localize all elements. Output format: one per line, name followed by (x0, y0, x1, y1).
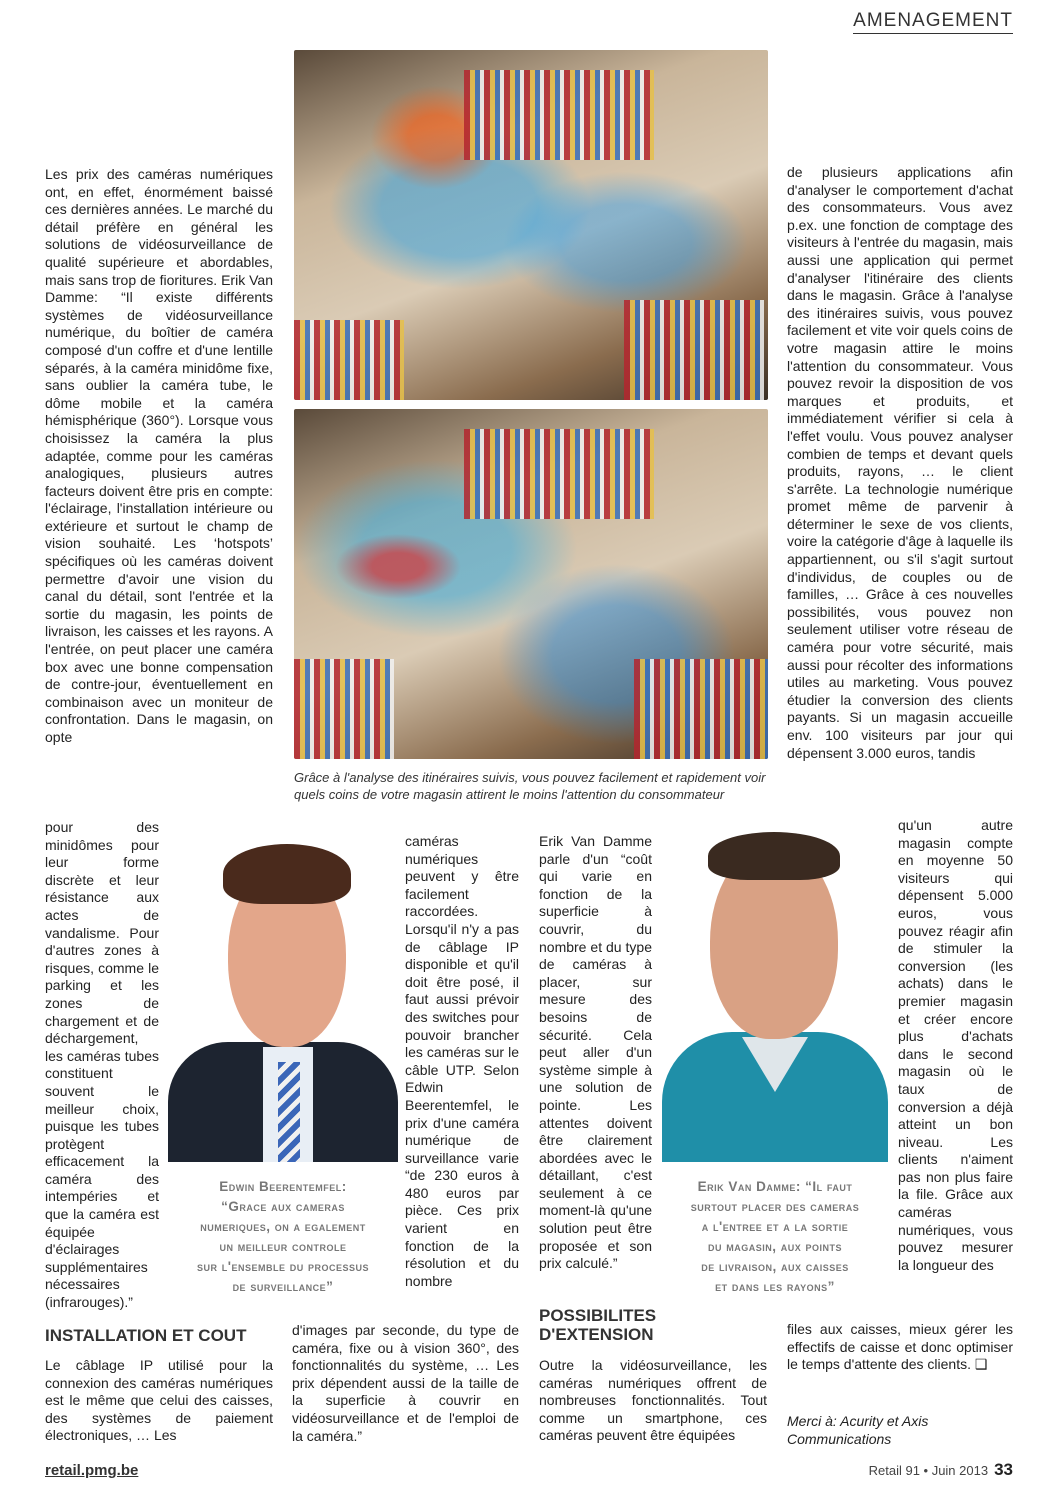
quote-line: Erik Van Damme: “Il faut (697, 1179, 853, 1194)
tie-shape (278, 1062, 300, 1162)
quote-line: numeriques, on a egalement (200, 1219, 366, 1234)
quote-line: a l'entree et a la sortie (701, 1219, 849, 1234)
portrait-erik (662, 822, 888, 1162)
quote-line: de surveillance” (232, 1279, 334, 1294)
section-title: AMENAGEMENT (853, 10, 1013, 34)
quote-line: un meilleur controle (219, 1239, 347, 1254)
col1-text-top: Les prix des caméras numériques ont, en effet, énormément baissé ces dernières années. Le marché du détail préfère en général les solutions de vidéosurveillance de qualité supérieure et abordables, mais sans trop de fioritures. Erik Van Damme: “Il existe différents systèmes de vidéosurveillance numérique, du boîtier de caméra composé d'un coffre et d'une lentille séparés, à la caméra minidôme fixe, sans oublier la caméra tube, le dôme mobile et la caméra hémisphérique (360°). Lorsque vous choisissez la caméra la plus adaptée, comme pour les caméras analogiques, plusieurs autres facteurs doivent être pris en compte: l'éclairage, l'installation intérieure ou extérieure et surtout le champ de vision souhaité. Les ‘hotspots’ spécifiques où les caméras doivent permettre d'avoir une vision du canal du détail, sont l'entrée et la sortie du magasin, les points de livraison, les caisses et les rayons. A l'entrée, on peut placer une caméra box avec une bonne compensation de contre-jour, éventuellement en combinaison avec un moniteur de confrontation. Dans le magasin, on opte (45, 166, 273, 745)
shelf-display (624, 300, 764, 400)
quote-line: du magasin, aux points (707, 1239, 842, 1254)
pull-quote-edwin (168, 1177, 398, 1297)
col3-text-narrow: Erik Van Damme parle d'un “coût qui varie en fonction de la superficie à couvrir, du nombre et du type de caméras à placer, sur mesure des besoins de sécurité. Cela peut aller d'un système simple à une solution de pointe. Les attentes doivent être clairement abordées avec le détaillant, c'est seulement à ce moment-là qu'une solution peut être proposée et son prix calculé.” (539, 833, 652, 1272)
quote-line: “Grace aux cameras (221, 1199, 345, 1214)
footer-website-link[interactable]: retail.pmg.be (45, 1462, 139, 1479)
shelf-display (294, 320, 404, 400)
shelf-display (464, 70, 654, 160)
col2-text-bottom: d'images par seconde, du type de caméra, fixe ou à vision 360°, des fonctionnalités du système, … Les prix dépendent aussi de la taille de la superficie à couvrir en vidéosurveillance et de l'emploi de la caméra.” (292, 1322, 519, 1444)
heading-possibilites: POSSIBILITES D'EXTENSION (539, 1306, 657, 1344)
col3-text-bottom: Outre la vidéosurveillance, les caméras numériques offrent de nombreuses fonctionnalités. Tout comme un smartphone, ces caméras peuvent être équipées (539, 1357, 767, 1444)
shelf-display (464, 429, 654, 519)
col4-text-top: de plusieurs applications afin d'analyser le comportement d'achat des consommateurs. Vous avez p.ex. une fonction de comptage des visiteurs à l'entrée du magasin, mais aussi une application qui permet d'analyser l'itinéraire des clients dans le magasin. Grâce à l'analyse des itinéraires suivis, vous pouvez facilement et vite voir quels coins de votre magasin attire le moins l'attention du consommateur. Vous pouvez revoir la disposition de vos marques et produits, et immédiatement vérifier si cela à l'effet voulu. Vous pouvez analyser combien de temps et devant quels produits, rayons, … le client s'arrête. La technologie numérique promet même de parvenir à déterminer le sexe de vos clients, voire la catégorie d'âge à laquelle ils appartiennent, ou s'il s'agit surtout d'individus, de couples ou de familles, … Grâce à ces nouvelles possibilités, vous pouvez non seulement utiliser votre réseau de caméra pour votre sécurité, mais aussi pour récolter des informations utiles au marketing. Vous pouvez étudier la conversion des clients payants. Si un magasin accueille env. 100 visiteurs par jour qui dépensent 3.000 euros, tandis (787, 164, 1013, 761)
heading-installation: INSTALLATION ET COUT (45, 1326, 247, 1345)
pull-quote-erik (662, 1177, 888, 1297)
quote-line: sur l'ensemble du processus (197, 1259, 369, 1274)
shelf-display (294, 659, 394, 759)
hair-shape (223, 844, 351, 904)
credits: Merci à: Acurity et Axis Communications (787, 1413, 929, 1447)
col4-text-bottom: files aux caisses, mieux gérer les effectifs de caisse et donc optimiser le temps d'attente des clients. ❑ (787, 1321, 1013, 1373)
heatmap-photo-bottom (294, 409, 768, 759)
col1-text-bottom: Le câblage IP utilisé pour la connexion des caméras numériques est le même que celui des caisses, des systèmes de paiement électroniques, … Les (45, 1357, 273, 1444)
issue-label: Retail 91 • Juin 2013 (868, 1463, 989, 1478)
quote-line: Edwin Beerentemfel: (219, 1179, 347, 1194)
quote-line: et dans les rayons” (715, 1279, 835, 1294)
col1-text-narrow: pour des minidômes pour leur forme discrète et leur résistance aux actes de vandalisme. Pour d'autres zones à risques, comme le parking et les zones de chargement et de déchargement, les caméras tubes constituent souvent le meilleur choix, puisque les tubes protègent efficacement la caméra des intempéries et que la caméra est équipée d'éclairages supplémentaires nécessaires (infrarouges).” (45, 819, 159, 1311)
footer-issue (869, 1460, 1013, 1480)
col4-text-narrow: qu'un autre magasin compte en moyenne 50 visiteurs qui dépensent 5.000 euros, vous pouvez réagir afin de stimuler la conversion (les achats) dans le premier magasin et créer encore plus d'achats dans le second magasin où le taux de conversion a déjà atteint un bon niveau. Les clients n'aiment pas non plus faire la file. Grâce aux caméras numériques, vous pouvez mesurer la longueur des (898, 817, 1013, 1273)
portrait-edwin (168, 822, 398, 1162)
heatmap-photo-top (294, 50, 768, 400)
hair-shape (708, 832, 840, 880)
shelf-display (634, 659, 768, 759)
quote-line: surtout placer des cameras (690, 1199, 860, 1214)
col2-text-narrow: caméras numériques peuvent y être facilement raccordées. Lorsqu'il n'y a pas de câblage IP disponible et qu'il doit être posé, il faut aussi prévoir des switches pour pouvoir brancher les caméras sur le câble UTP. Selon Edwin Beerentemfel, le prix d'une caméra numérique de surveillance varie “de 230 euros à 480 euros par pièce. Ces prix varient en fonction de la résolution et du nombre (405, 833, 519, 1289)
photo-caption: Grâce à l'analyse des itinéraires suivis, vous pouvez facilement et rapidement voir quels coins de votre magasin attirent le moins l'attention du consommateur (294, 770, 766, 802)
page-number: 33 (994, 1460, 1013, 1479)
quote-line: de livraison, aux caisses (701, 1259, 849, 1274)
